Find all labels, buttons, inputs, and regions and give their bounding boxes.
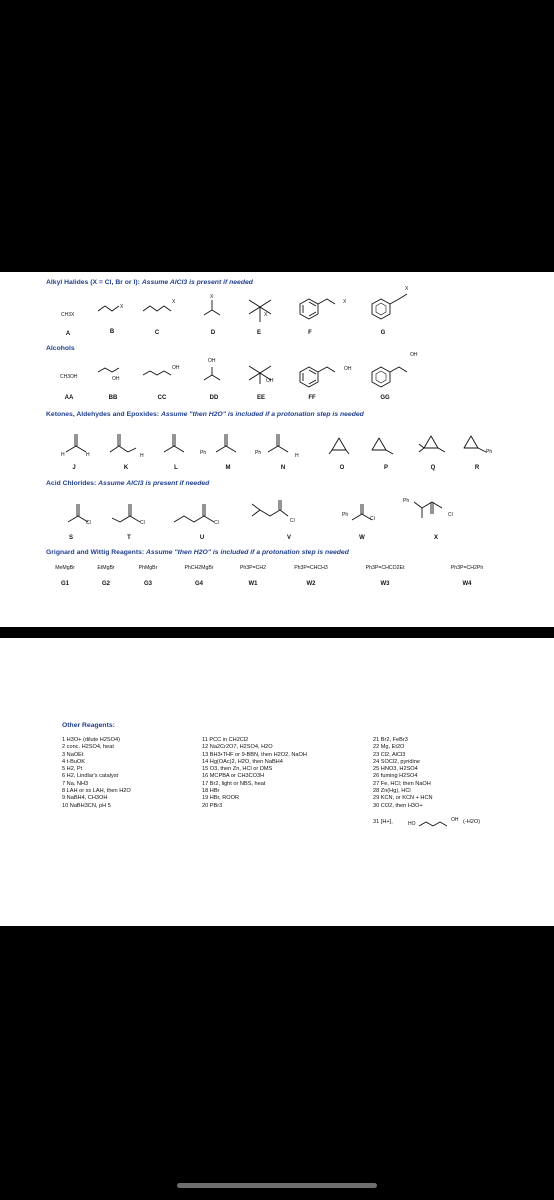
h-label-k: H	[140, 453, 144, 459]
reagent-item: 12 Na2Cr2O7, H2SO4, H2O	[202, 744, 273, 751]
ketones-note: Assume "then H2O" is included if a protonation step is needed	[160, 411, 364, 418]
reagent-item: 23 Cl2, AlCl3	[373, 751, 406, 758]
reagent-item: 8 LAH or xs LAH, then H2O	[62, 788, 131, 795]
reagent-label: G1	[60, 581, 70, 587]
reagent-item: 30 CO2, then H3O+	[373, 802, 423, 809]
label-x: X	[433, 535, 439, 541]
structure-t	[108, 500, 162, 530]
label-bb: BB	[108, 395, 118, 401]
ph-label-n: Ph	[255, 450, 262, 456]
label-r: R	[474, 465, 480, 471]
reagent-item: 25 HNO3, H2SO4	[373, 766, 418, 773]
reagent-item: 28 Zn(Hg), HCl	[373, 788, 411, 795]
label-k: K	[123, 465, 129, 471]
label-g: G	[380, 330, 386, 336]
grignard-title: Grignard and Wittig Reagents:	[46, 549, 145, 556]
reagent-item: 1 H3O+ (dilute H2SO4)	[62, 737, 120, 743]
ch3x-formula: CH3X	[61, 312, 75, 318]
label-n: N	[280, 465, 286, 471]
oh-label-gg: OH	[410, 352, 418, 358]
item31-suffix: (-H2O)	[463, 819, 481, 825]
reagent-item: 16 MCPBA or CH3CO3H	[202, 773, 265, 780]
alkyl-halides-title: Alkyl Halides (X = Cl, Br or I):	[46, 279, 140, 286]
label-ee: EE	[256, 395, 266, 401]
label-t: T	[127, 535, 131, 541]
oh-label-ee: OH	[266, 378, 274, 384]
alkyl-halides-note: Assume AlCl3 is present if needed	[141, 279, 253, 286]
label-aa: AA	[64, 395, 74, 401]
structure-p	[366, 432, 396, 458]
reagent-item: 21 Br2, FeBr3	[373, 737, 408, 743]
x-label-d: X	[210, 294, 214, 300]
reagent-item: 11 PCC in CH2Cl2	[202, 737, 249, 743]
reagent-name: Ph3P=CHCO2Et	[365, 565, 405, 571]
x-label-e: X	[264, 312, 268, 318]
reagent-item: 27 Fe, HCl; then NaOH	[373, 780, 431, 787]
oh-label-ff: OH	[344, 366, 352, 372]
label-c: C	[154, 330, 160, 336]
reagent-item: 14 Hg(OAc)2, H2O, then NaBH4	[202, 758, 283, 765]
label-f: F	[308, 330, 312, 336]
reagent-item: 2 conc. H2SO4, heat	[62, 744, 114, 751]
label-cc: CC	[157, 395, 167, 401]
label-m: M	[225, 465, 231, 471]
oh-label-cc: OH	[172, 365, 180, 371]
x-label-c: X	[172, 299, 176, 305]
reagents-column-1	[62, 737, 131, 810]
label-dd: DD	[209, 395, 219, 401]
structure-g	[366, 282, 422, 326]
h-label-j2: H	[86, 452, 90, 458]
label-l: L	[174, 465, 178, 471]
reagent-label: G4	[194, 581, 204, 587]
x-label-g: X	[405, 286, 409, 292]
structure-u	[170, 500, 234, 530]
reagent-name: MeMgBr	[55, 565, 75, 571]
h-label-j1: H	[61, 452, 65, 458]
label-u: U	[199, 535, 205, 541]
structure-q	[416, 430, 450, 458]
label-q: Q	[430, 465, 436, 471]
alkyl-halides-header	[46, 279, 253, 286]
structure-v	[248, 498, 308, 530]
structure-w	[346, 500, 386, 530]
reagent-name: Ph3P=CH2Ph	[450, 565, 484, 571]
label-j: J	[72, 465, 76, 471]
ph-label-m: Ph	[200, 450, 207, 456]
item31-oh: OH	[451, 817, 459, 823]
oh-label-dd: OH	[208, 358, 216, 364]
cl-label-x: Cl	[448, 512, 453, 518]
reagent-item: 6 H2, Lindlar's catalyst	[62, 773, 119, 780]
reagents-column-2	[202, 737, 307, 810]
x-label-f: X	[343, 299, 347, 305]
label-a: A	[65, 331, 71, 337]
reagent-name: PhMgBr	[138, 565, 158, 571]
structure-l	[156, 430, 196, 460]
cl-label-u: Cl	[214, 520, 219, 526]
ph-label-x: Ph	[403, 498, 410, 504]
label-d: D	[210, 330, 216, 336]
label-s: S	[68, 535, 74, 541]
reagent-item: 24 SOCl2, pyridine	[373, 758, 420, 765]
reagent-item: 15 O3, then Zn, HCl or DMS	[202, 766, 273, 773]
label-o: O	[339, 465, 345, 471]
reagent-item: 18 HBr	[202, 788, 220, 795]
reagent-name: Ph3P=CHCH3	[294, 565, 328, 571]
reagent-label: W1	[248, 581, 258, 587]
ch3oh-formula: CH3OH	[60, 374, 78, 380]
ph-label-w: Ph	[342, 512, 349, 518]
reagent-label: G2	[101, 581, 111, 587]
item31-prefix: 31 [H+],	[373, 819, 393, 825]
reagent-name: Ph3P=CH2	[239, 565, 267, 571]
grignard-header	[46, 549, 349, 556]
reagent-name: EtMgBr	[97, 565, 115, 571]
x-label-b: X	[120, 304, 124, 310]
structure-d	[200, 296, 228, 322]
grignard-note: Assume "then H2O" is included if a protonation step is needed	[146, 549, 349, 556]
reagent-item: 3 NaOEt	[62, 751, 84, 758]
cl-label-t: Cl	[140, 520, 145, 526]
other-reagents-title: Other Reagents:	[62, 722, 115, 729]
cl-label-w: Cl	[370, 516, 375, 522]
reagent-label: G3	[143, 581, 153, 587]
reagent-item: 29 KCN, or KCN + HCN	[373, 795, 433, 802]
structure-cc	[141, 360, 181, 382]
label-v: V	[286, 535, 292, 541]
reagent-name: PhCH2MgBr	[184, 565, 214, 571]
label-w: W	[359, 535, 365, 541]
acid-chlorides-note: Assume AlCl3 is present if needed	[98, 480, 210, 487]
acid-chlorides-header	[46, 480, 209, 487]
reagent-item: 20 PBr3	[202, 802, 223, 809]
item31-ho: HO	[408, 821, 416, 827]
reagent-item: 13 BH3•THF or 9-BBN, then H2O2, NaOH	[202, 751, 307, 758]
reagent-item: 26 fuming H2SO4	[373, 773, 418, 780]
ph-label-r: Ph	[486, 449, 493, 455]
label-p: P	[383, 465, 389, 471]
structure-b	[96, 297, 130, 319]
acid-chlorides-title: Acid Chlorides:	[46, 480, 97, 487]
reagent-label: W3	[380, 581, 390, 587]
reagent-item: 19 HBr, ROOR	[202, 795, 239, 802]
structure-c	[141, 294, 181, 316]
structure-m	[204, 430, 248, 460]
label-ff: FF	[308, 395, 316, 401]
h-label-n: H	[295, 453, 299, 459]
structure-r	[456, 430, 500, 460]
structure-e	[245, 294, 279, 324]
other-reagents-card	[0, 638, 554, 926]
cl-label-s: Cl	[86, 520, 91, 526]
reagent-item: 5 H2, Pt	[62, 766, 83, 773]
oh-label-bb: OH	[112, 376, 120, 382]
label-e: E	[256, 330, 262, 336]
reagent-item: 22 Mg, Et2O	[373, 744, 405, 751]
ketones-title: Ketones, Aldehydes and Epoxides:	[46, 411, 160, 418]
structure-ee	[245, 362, 279, 390]
reagent-label: W2	[306, 581, 316, 587]
reagent-item: 17 Br2, light or NBS, heat	[202, 780, 266, 787]
reagent-item: 9 NaBH4, CH3OH	[62, 795, 108, 802]
home-indicator[interactable]	[177, 1183, 377, 1188]
structure-s	[62, 500, 102, 530]
ketones-header	[46, 411, 364, 418]
reagent-label: W4	[462, 581, 472, 587]
structures-card	[0, 272, 554, 627]
cl-label-v: Cl	[290, 518, 295, 524]
label-b: B	[109, 329, 115, 335]
reagents-column-3	[373, 737, 433, 810]
label-gg: GG	[380, 395, 390, 401]
structure-gg	[366, 352, 422, 396]
structure-bb	[96, 364, 130, 386]
reagent-item: 10 NaBH3CN, pH 5	[62, 802, 111, 809]
diol-structure	[417, 816, 453, 830]
reagent-item: 4 t-BuOK	[62, 758, 86, 765]
reagent-item: 7 Na, NH3	[62, 780, 89, 787]
structure-o	[326, 432, 352, 458]
alcohols-header: Alcohols	[46, 345, 75, 352]
